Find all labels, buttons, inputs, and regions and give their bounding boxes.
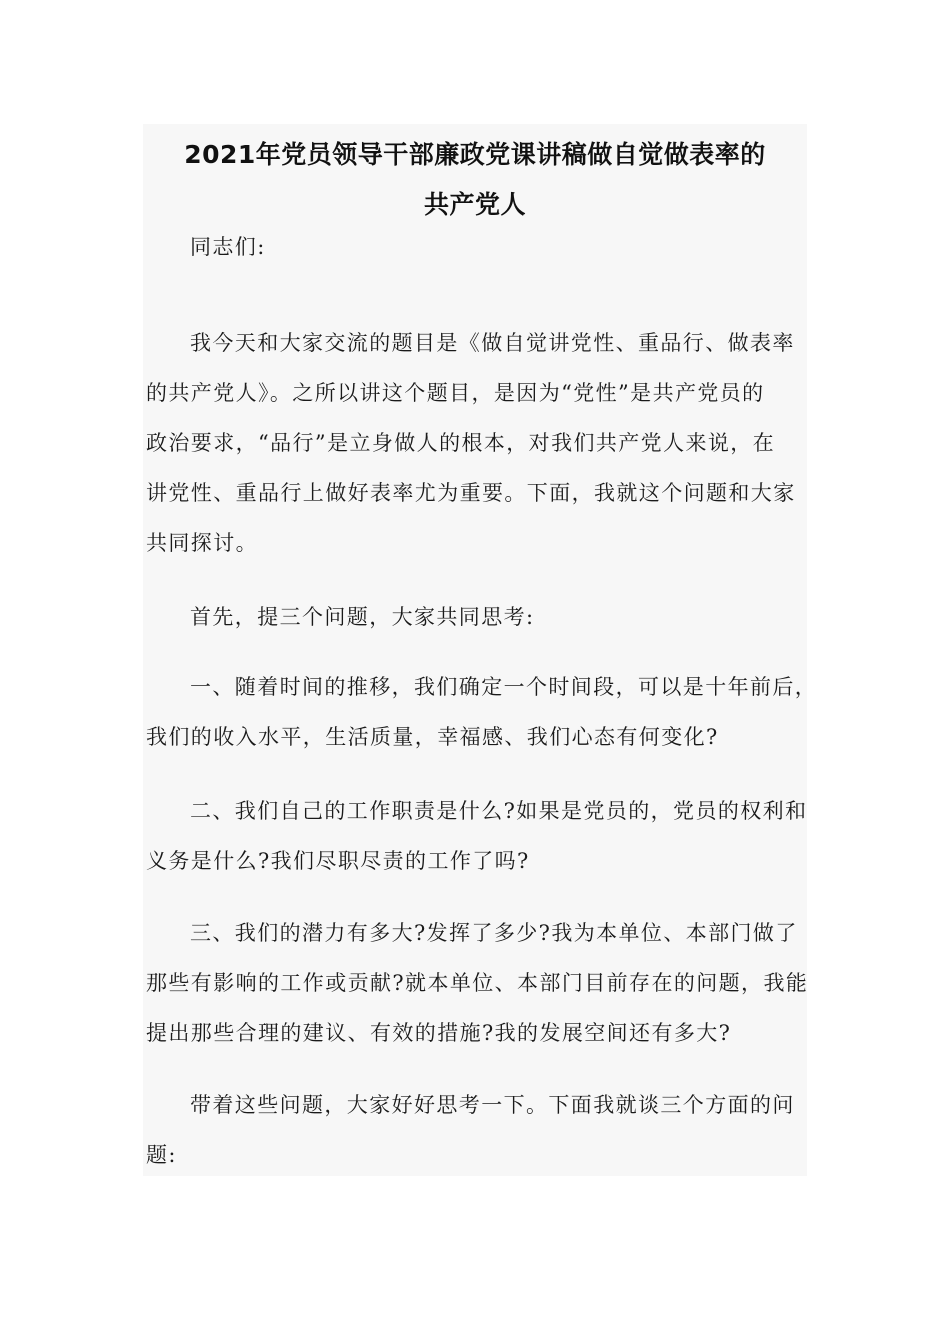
text-line: 政治要求，“品行”是立身做人的根本，对我们共产党人来说，在 <box>146 431 776 455</box>
text-line: 二、我们自己的工作职责是什么?如果是党员的，党员的权利和 <box>190 799 808 823</box>
text-line: 提出那些合理的建议、有效的措施?我的发展空间还有多大? <box>146 1021 732 1045</box>
text-line: 首先，提三个问题，大家共同思考: <box>190 605 535 629</box>
text-line: 我今天和大家交流的题目是《做自觉讲党性、重品行、做表率 <box>190 331 795 355</box>
text-line: 共同探讨。 <box>146 531 258 555</box>
text-line: 一、随着时间的推移，我们确定一个时间段，可以是十年前后， <box>190 675 818 699</box>
text-line: 题: <box>146 1143 177 1167</box>
text-line: 的共产党人》。之所以讲这个题目，是因为“党性”是共产党员的 <box>146 381 765 405</box>
paragraph-questions-intro <box>146 592 806 642</box>
document-title <box>143 130 807 230</box>
paragraph-question-2 <box>146 786 806 886</box>
paragraph-intro <box>146 318 806 568</box>
text-line: 义务是什么?我们尽职尽责的工作了吗? <box>146 849 530 873</box>
paragraph-question-3 <box>146 908 809 1058</box>
text-line: 带着这些问题，大家好好思考一下。下面我就谈三个方面的问 <box>190 1093 795 1117</box>
text-line: 讲党性、重品行上做好表率尤为重要。下面，我就这个问题和大家 <box>146 481 796 505</box>
paragraph-question-1 <box>146 662 818 762</box>
text-line: 我们的收入水平，生活质量，幸福感、我们心态有何变化? <box>146 725 719 749</box>
title-line-2: 共产党人 <box>423 190 526 219</box>
paragraph-transition <box>146 1080 806 1180</box>
paragraph-greeting <box>146 222 806 272</box>
text-line: 三、我们的潜力有多大?发挥了多少?我为本单位、本部门做了 <box>190 921 798 945</box>
text-line: 那些有影响的工作或贡献?就本单位、本部门目前存在的问题，我能 <box>146 971 809 995</box>
title-line-1: 2021年党员领导干部廉政党课讲稿做自觉做表率的 <box>184 140 766 169</box>
text-line: 同志们: <box>190 235 266 259</box>
